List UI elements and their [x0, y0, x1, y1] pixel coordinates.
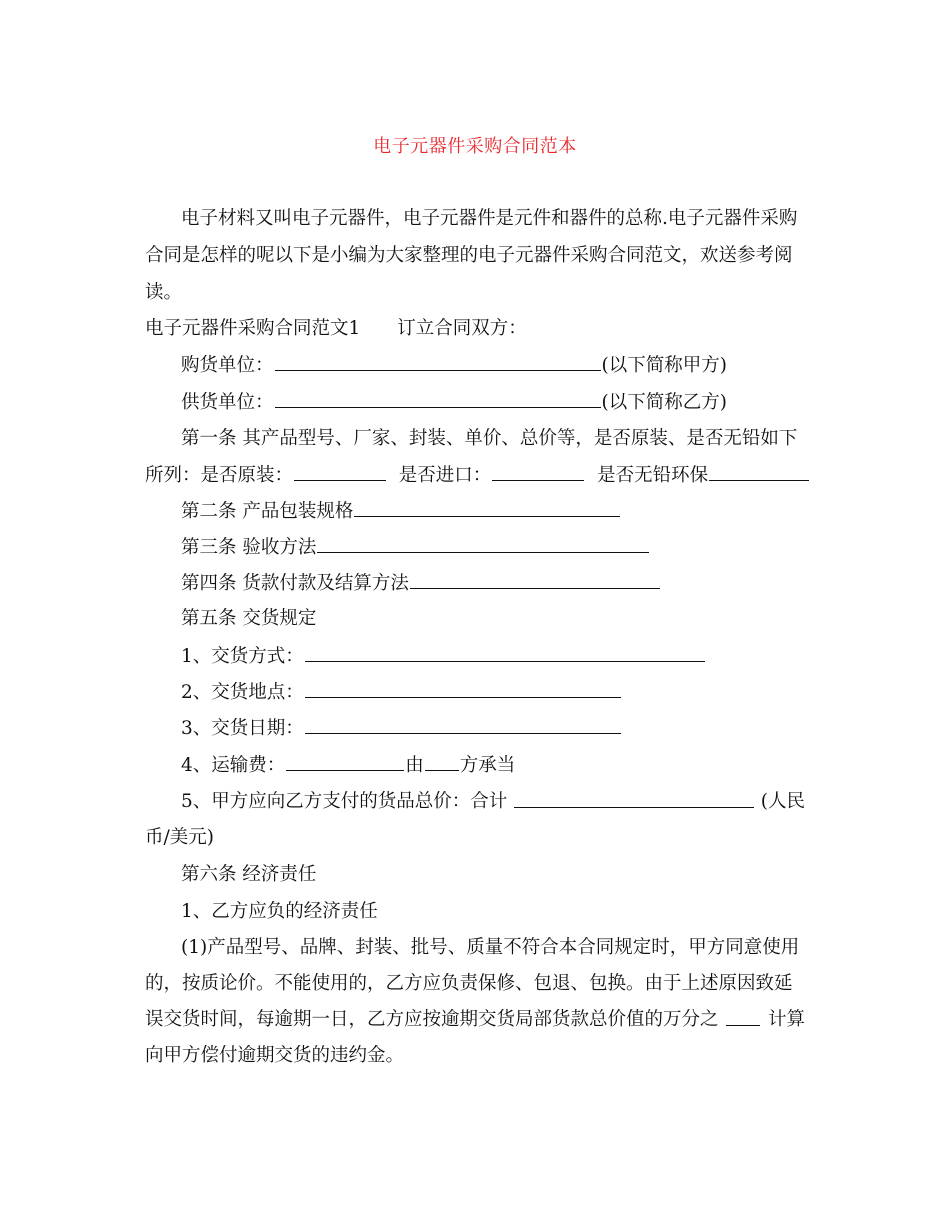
leadfree-blank[interactable]: [709, 462, 809, 481]
article2-blank[interactable]: [354, 498, 620, 517]
intro-line-3: 读。: [145, 282, 183, 303]
supplier-blank[interactable]: [275, 389, 601, 408]
contract-heading: 电子元器件采购合同范文1 订立合同双方：: [145, 318, 527, 339]
liability-text-2: 的，按质论价。不能使用的，乙方应负责保修、包退、包换。由于上述原因致延: [145, 973, 793, 994]
import-label: 是否进口：: [398, 465, 492, 486]
total-price-line-2: 币/美元): [145, 827, 214, 848]
intro-line-2: 合同是怎样的呢以下是小编为大家整理的电子元器件采购合同范文，欢送参考阅: [145, 245, 793, 266]
delivery-place-label: 2、交货地点：: [181, 682, 304, 703]
liability-line-1: [181, 935, 805, 961]
article4-blank[interactable]: [410, 570, 660, 589]
delivery-place-line: [181, 679, 622, 706]
freight-line: [181, 752, 515, 779]
delivery-date-label: 3、交货日期：: [181, 718, 304, 739]
article2-line: [181, 498, 621, 525]
delivery-place-blank[interactable]: [305, 679, 621, 698]
buyer-line: [181, 352, 727, 379]
article3-label: 第三条 验收方法: [181, 537, 317, 558]
delivery-method-blank[interactable]: [305, 643, 705, 662]
liability-text-1: (1)产品型号、品牌、封装、批号、质量不符合本合同规定时，甲方同意使用: [181, 937, 800, 958]
freight-amount-blank[interactable]: [286, 752, 404, 771]
total-price-currency: (人民: [760, 791, 805, 812]
article6-line: 第六条 经济责任: [181, 864, 317, 885]
liability-text-3a: 误交货时间，每逾期一日，乙方应按逾期交货局部货款总价值的万分之: [145, 1009, 719, 1030]
document-title: 电子元器件采购合同范本: [373, 136, 577, 157]
delivery-method-label: 1、交货方式：: [181, 646, 304, 667]
original-label: 所列：是否原装：: [145, 465, 294, 486]
intro-line-1: [181, 206, 805, 232]
liability-line-3: [145, 1007, 805, 1033]
article1-line-2: [145, 462, 810, 489]
supplier-suffix: (以下简称乙方): [601, 392, 727, 413]
article4-label: 第四条 货款付款及结算方法: [181, 573, 409, 594]
article3-line: [181, 534, 650, 561]
freight-bear: 方承当: [459, 755, 516, 776]
freight-by: 由: [405, 755, 424, 776]
article3-blank[interactable]: [317, 534, 649, 553]
buyer-suffix: (以下简称甲方): [601, 355, 727, 376]
total-price-blank[interactable]: [514, 789, 754, 808]
article2-label: 第二条 产品包装规格: [181, 501, 354, 522]
article1-line-1: 第一条 其产品型号、厂家、封装、单价、总价等，是否原装、是否无铅如下: [181, 428, 798, 449]
supplier-label: 供货单位：: [181, 392, 274, 413]
liability-text-3b: 计算: [767, 1009, 805, 1030]
liability-heading: 1、乙方应负的经济责任: [181, 901, 378, 922]
article4-line: [181, 570, 661, 597]
article5-line: 第五条 交货规定: [181, 608, 317, 629]
intro-text-1: 电子材料又叫电子元器件，电子元器件是元件和器件的总称.电子元器件采购: [181, 208, 798, 229]
freight-party-blank[interactable]: [425, 752, 459, 771]
leadfree-label: 是否无铅环保: [597, 465, 709, 486]
import-blank[interactable]: [492, 462, 584, 481]
buyer-label: 购货单位：: [181, 355, 274, 376]
buyer-blank[interactable]: [275, 352, 601, 371]
penalty-rate-blank[interactable]: [726, 1007, 760, 1026]
delivery-date-blank[interactable]: [305, 715, 621, 734]
total-price-line: [181, 789, 805, 815]
total-price-label: 5、甲方应向乙方支付的货品总价：合计: [181, 791, 508, 812]
delivery-date-line: [181, 715, 622, 742]
original-blank[interactable]: [294, 462, 386, 481]
liability-line-2: [145, 971, 805, 997]
supplier-line: [181, 389, 727, 416]
delivery-method-line: [181, 643, 706, 670]
liability-line-4: 向甲方偿付逾期交货的违约金。: [145, 1045, 405, 1066]
freight-label: 4、运输费：: [181, 755, 286, 776]
